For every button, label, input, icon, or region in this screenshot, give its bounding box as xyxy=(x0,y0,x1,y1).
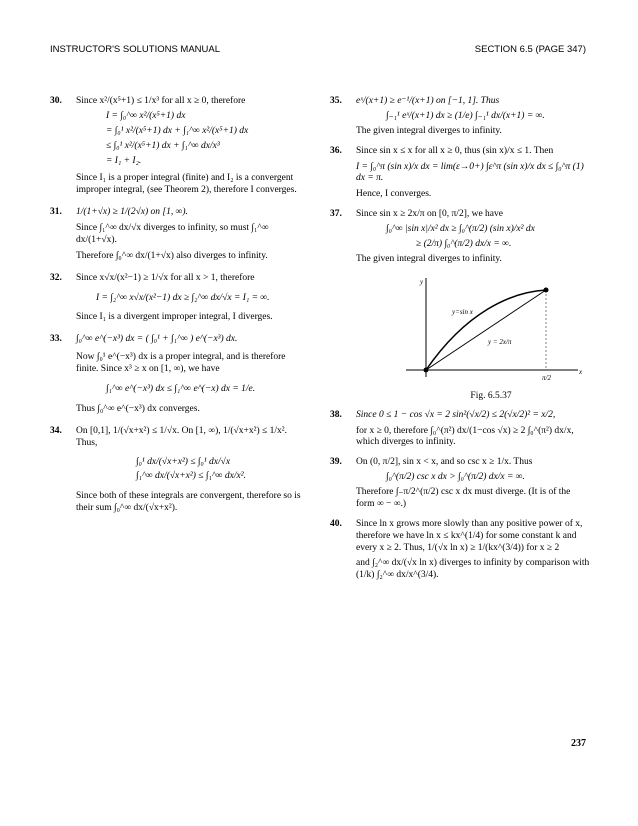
equation-line: ≥ (2/π) ∫₀^(π/2) dx/x = ∞. xyxy=(416,238,512,249)
equation-line: = I₁ + I₂. xyxy=(106,155,142,166)
text-line: Since I₁ is a proper integral (finite) and I₂ is a convergent improper integral, (see Theorem 2), therefore I converges. xyxy=(76,173,297,196)
problem-33 xyxy=(50,334,308,415)
problem-number: 37. xyxy=(330,209,342,220)
problem-number: 39. xyxy=(330,457,342,468)
sine-graph xyxy=(396,272,586,382)
problem-38 xyxy=(330,410,590,450)
text-line: Hence, I converges. xyxy=(356,189,432,200)
text-line: Since sin x ≥ 2x/π on [0, π/2], we have xyxy=(356,209,503,220)
page-number: 237 xyxy=(571,738,586,749)
equation-line: ∫₀^∞ |sin x|/x² dx ≥ ∫₀^(π/2) (sin x)/x² dx xyxy=(386,224,535,234)
equation-line: I = ∫₀^∞ x²/(x⁵+1) dx xyxy=(106,110,186,121)
text-line: Since x²/(x⁵+1) ≤ 1/x³ for all x ≥ 0, therefore xyxy=(76,96,246,106)
problem-number: 32. xyxy=(50,272,62,283)
figure-caption: Fig. 6.5.37 xyxy=(470,390,512,401)
problem-35 xyxy=(330,96,590,138)
text-line: Since ln x grows more slowly than any positive power of x, therefore we have ln x ≤ kx^(1/4) for some constant k and every x ≥ 2. Thus, 1/(√x ln x) ≥ 1/(kx^(3/4)) for x ≥ 2 xyxy=(356,518,583,553)
equation-line: = ∫₀¹ x²/(x⁵+1) dx + ∫₁^∞ x²/(x⁵+1) dx xyxy=(106,125,249,136)
problem-number: 33. xyxy=(50,334,62,345)
text-line: Since both of these integrals are convergent, therefore so is their sum ∫₀^∞ dx/(√x+x²). xyxy=(76,491,301,513)
text-line: The given integral diverges to infinity. xyxy=(356,253,502,264)
text-line: Since I₁ is a divergent improper integral, I diverges. xyxy=(76,312,273,323)
equation-line: I = ∫₀^π (sin x)/x dx = lim(ε→0+) ∫ε^π (sin x)/x dx ≤ ∫₀^π (1) dx = π. xyxy=(356,161,584,184)
text-line: On (0, π/2], sin x < x, and so csc x ≥ 1/x. Thus xyxy=(356,457,533,468)
text-line: Therefore ∫₀^∞ dx/(1+√x) also diverges to infinity. xyxy=(76,250,268,261)
text-line: for x ≥ 0, therefore ∫₀^(π²) dx/(1−cos √x) ≥ 2 ∫₀^(π²) dx/x, which diverges to infinity. xyxy=(356,425,574,448)
text-line: Since ∫₁^∞ dx/√x diverges to infinity, so must ∫₁^∞ dx/(1+√x). xyxy=(76,223,269,245)
problem-number: 31. xyxy=(50,207,62,218)
equation-line: ∫₋₁¹ eˣ/(x+1) dx ≥ (1/e) ∫₋₁¹ dx/(x+1) = ∞. xyxy=(386,110,545,121)
secant-line xyxy=(426,290,546,370)
text-line: The given integral diverges to infinity. xyxy=(356,125,502,136)
equation-line: ∫₀^∞ e^(−x³) dx = ( ∫₀¹ + ∫₁^∞ ) e^(−x³) dx. xyxy=(76,334,238,345)
problem-36 xyxy=(330,146,590,202)
equation-line: I = ∫₂^∞ x√x/(x²−1) dx ≥ ∫₂^∞ dx/√x = I₁ = ∞. xyxy=(96,292,270,303)
header-right: SECTION 6.5 (PAGE 347) xyxy=(474,44,586,55)
equation-line: ∫₀¹ dx/(√x+x²) ≤ ∫₀¹ dx/√x xyxy=(136,457,231,468)
y-axis-label: y xyxy=(420,277,424,286)
figure-6-5-37 xyxy=(396,272,586,401)
line-label: y = 2x/π xyxy=(488,337,512,346)
tick-label: π/2 xyxy=(542,373,551,382)
problem-number: 34. xyxy=(50,425,62,436)
header-left: INSTRUCTOR'S SOLUTIONS MANUAL xyxy=(50,44,221,55)
equation-line: ∫₁^∞ e^(−x³) dx ≤ ∫₁^∞ e^(−x) dx = 1/e. xyxy=(106,383,256,394)
problem-number: 30. xyxy=(50,96,62,106)
text-line: Thus, xyxy=(76,437,98,448)
equation-line: ∫₀^(π/2) csc x dx > ∫₀^(π/2) dx/x = ∞. xyxy=(386,472,525,483)
text-line: 1/(1+√x) ≥ 1/(2√x) on [1, ∞). xyxy=(76,207,188,218)
text-line: and ∫₂^∞ dx/(√x ln x) diverges to infinity by comparison with (1/k) ∫₂^∞ dx/x^(3/4). xyxy=(356,558,590,581)
left-column xyxy=(50,96,308,515)
origin-point xyxy=(424,367,429,372)
text-line: Thus ∫₀^∞ e^(−x³) dx converges. xyxy=(76,403,200,414)
text-line: eˣ/(x+1) ≥ e⁻¹/(x+1) on [−1, 1]. Thus xyxy=(356,96,500,106)
text-line: Since x√x/(x²−1) ≥ 1/√x for all x > 1, therefore xyxy=(76,272,255,283)
problem-37 xyxy=(330,209,590,401)
equation-line: ≤ ∫₀¹ x²/(x⁵+1) dx + ∫₁^∞ dx/x³ xyxy=(106,140,220,151)
text-line: On [0,1], 1/(√x+x²) ≤ 1/√x. On [1, ∞), 1/(√x+x²) ≤ 1/x². xyxy=(76,425,287,436)
x-axis-label: x xyxy=(579,367,583,376)
curve-label: y=sin x xyxy=(452,307,473,316)
problem-number: 40. xyxy=(330,518,342,529)
problem-40 xyxy=(330,519,590,582)
equation-line: Since 0 ≤ 1 − cos √x = 2 sin²(√x/2) ≤ 2(√x/2)² = x/2, xyxy=(356,409,556,420)
text-line: Now ∫₀¹ e^(−x³) dx is a proper integral, and is therefore finite. Since x³ ≥ x on [1, ∞), we have xyxy=(76,352,286,374)
problem-39 xyxy=(330,457,590,511)
problem-number: 38. xyxy=(330,409,342,420)
text-line: Since sin x ≤ x for all x ≥ 0, thus (sin x)/x ≤ 1. Then xyxy=(356,145,554,156)
text-line: Therefore ∫₋π/2^(π/2) csc x dx must diverge. (It is of the form ∞ − ∞.) xyxy=(356,487,571,509)
problem-number: 35. xyxy=(330,96,342,106)
problem-34 xyxy=(50,426,308,515)
problem-number: 36. xyxy=(330,145,342,156)
problem-31 xyxy=(50,207,308,263)
problem-30 xyxy=(50,96,308,197)
right-column xyxy=(330,96,590,582)
equation-line: ∫₁^∞ dx/(√x+x²) ≤ ∫₁^∞ dx/x². xyxy=(136,471,246,482)
problem-32 xyxy=(50,273,308,325)
